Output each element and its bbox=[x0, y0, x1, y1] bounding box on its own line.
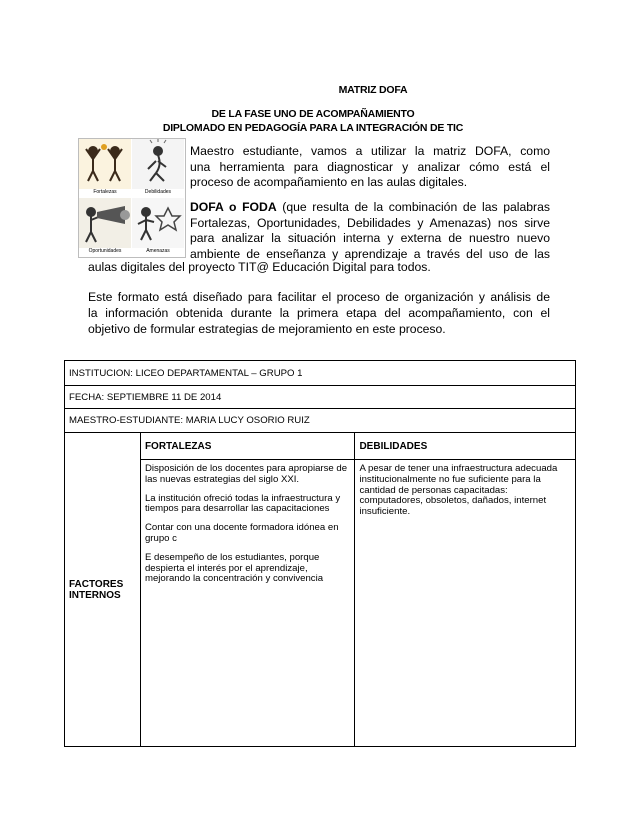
intro-line: para analizar la situación interna y externa de nuestro nuevo bbox=[190, 231, 550, 245]
oportunidades-label: Oportunidades bbox=[88, 248, 122, 254]
amenazas-label: Amenazas bbox=[146, 248, 170, 254]
intro-line: ambiente de enseñanza y aprendizaje a través del uso de las bbox=[190, 246, 550, 261]
fortalezas-figure bbox=[79, 139, 131, 197]
dofa-table bbox=[64, 360, 576, 747]
debilidad-item: A pesar de tener una infraestructura adecuada institucionalmente no fue suficiente para la cantidad de personas capacitadas: computadores, obsoletos, dañados, internet insuficiente. bbox=[359, 463, 558, 518]
intro-line: Fortalezas, Oportunidades, Debilidades y Amenazas) nos sirve bbox=[190, 215, 550, 230]
intro-tail-line: aulas digitales del proyecto TIT@ Educación Digital para todos. bbox=[88, 260, 431, 274]
dofa-illustration bbox=[78, 138, 186, 258]
document-subtitle-diploma: DIPLOMADO EN PEDAGOGÍA PARA LA INTEGRACIÓN DE TIC bbox=[162, 122, 464, 134]
dofa-foda-term: DOFA o FODA bbox=[190, 200, 277, 214]
fortalezas-label: Fortalezas bbox=[93, 189, 117, 195]
paragraph-line: la información obtenida durante la primera etapa del acompañamiento, con el bbox=[88, 306, 550, 320]
document-subtitle-phase: DE LA FASE UNO DE ACOMPAÑAMIENTO bbox=[211, 108, 415, 120]
fortaleza-item: Disposición de los docentes para apropiarse de las nuevas estrategias del siglo XXI. bbox=[144, 463, 348, 485]
fortaleza-item: La institución ofreció todas la infraestructura y tiempos para desarrollar las capacitaciones bbox=[144, 492, 341, 515]
factores-internos-label bbox=[65, 433, 141, 747]
debilidades-figure bbox=[132, 139, 184, 197]
debilidades-cell bbox=[355, 460, 576, 747]
intro-line bbox=[190, 200, 550, 216]
debilidades-label: Debilidades bbox=[144, 189, 172, 195]
col-header-fortalezas: FORTALEZAS bbox=[140, 433, 355, 460]
col-header-debilidades: DEBILIDADES bbox=[355, 433, 576, 460]
purpose-paragraph bbox=[88, 289, 550, 337]
maestro-field: MAESTRO-ESTUDIANTE: MARIA LUCY OSORIO RUIZ bbox=[65, 409, 576, 433]
fortalezas-cell bbox=[140, 460, 355, 747]
intro-paragraph-2 bbox=[190, 200, 550, 262]
fecha-field: FECHA: SEPTIEMBRE 11 DE 2014 bbox=[65, 386, 576, 409]
intro-line: proceso de acompañamiento en las aulas digitales. bbox=[190, 175, 468, 189]
factor-line: FACTORES bbox=[69, 578, 124, 590]
intro-line-rest: (que resulta de la combinación de las palabras bbox=[276, 200, 550, 214]
oportunidades-figure bbox=[79, 198, 131, 256]
document-title: MATRIZ DOFA bbox=[338, 84, 408, 96]
paragraph-line: Este formato está diseñado para facilitar el proceso de organización y análisis de bbox=[88, 290, 550, 304]
institucion-field: INSTITUCION: LICEO DEPARTAMENTAL – GRUPO 1 bbox=[65, 361, 576, 386]
intro-line: Maestro estudiante, vamos a utilizar la matriz DOFA, como bbox=[190, 144, 550, 158]
intro-paragraph-1 bbox=[190, 144, 550, 191]
amenazas-figure bbox=[132, 198, 184, 256]
fortaleza-item: Contar con una docente formadora idónea en grupo c bbox=[144, 522, 339, 544]
paragraph-line: objetivo de formular estrategias de mejoramiento en este proceso. bbox=[88, 322, 446, 336]
intro-line: una herramienta para diagnosticar y analizar cómo está el bbox=[190, 159, 550, 174]
fortaleza-item: E desempeño de los estudiantes, porque despierta el interés por el aprendizaje, mejorando la concentración y convivencia bbox=[144, 551, 324, 585]
factor-line: INTERNOS bbox=[69, 589, 121, 601]
